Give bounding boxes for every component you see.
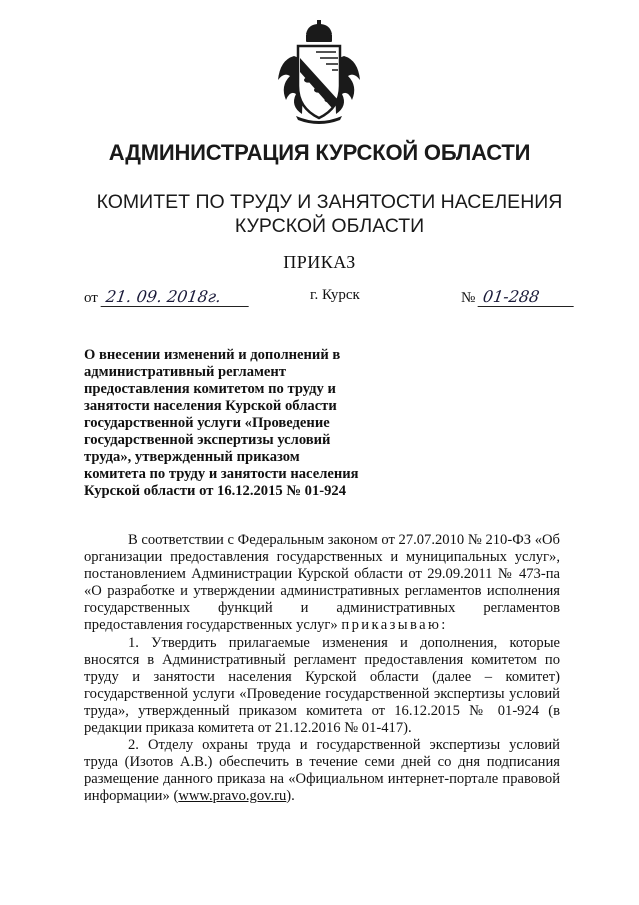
preamble-text: В соответствии с Федеральным законом от 27.07.2010 № 210-ФЗ «Об организации предоставления государственных и муниципальных услуг», постановлением Администрации Курской области от 29.09.2011 № 473-па «О разработке и утверждении административных регламентов исполнения государственных функций и административных регламентов предоставления государственных услуг»: [84, 532, 560, 634]
order-city: г. Курск: [310, 287, 360, 303]
subject-line: государственной услуги «Проведение: [84, 415, 330, 431]
subject-line: Курской области от 16.12.2015 № 01-924: [84, 483, 346, 499]
committee-title: [60, 190, 599, 238]
subject-line: комитета по труду и занятости населения: [84, 466, 359, 482]
committee-title-line-2: КУРСКОЙ ОБЛАСТИ: [234, 215, 425, 237]
number-label: №: [461, 290, 476, 306]
kursk-coat-of-arms-icon: [276, 20, 362, 125]
link-paren-open: (: [173, 788, 179, 805]
item-2-text: 2. Отделу охраны труда и государственной экспертизы условий труда (Изотов А.В.) обеспечить в течение семи дней со дня подписания размещение данного приказа на «Официальном интернет-портале правовой информации»: [84, 737, 560, 805]
subject-line: О внесении изменений и дополнений в: [84, 347, 341, 363]
subject-line: труда», утвержденный приказом: [84, 449, 300, 465]
pravo-gov-link[interactable]: www.pravo.gov.ru: [178, 788, 287, 805]
administration-title: АДМИНИСТРАЦИЯ КУРСКОЙ ОБЛАСТИ: [108, 140, 531, 165]
subject-line: государственной экспертизы условий: [84, 432, 331, 448]
handwritten-date: 21. 09. 2018г.: [100, 287, 251, 307]
body-paragraph-item-2: [84, 737, 560, 805]
order-heading: ПРИКАЗ: [283, 252, 356, 272]
body-paragraph-item-1: 1. Утвердить прилагаемые изменения и дополнения, которые вносятся в Административный регламент предоставления комитетом по труду и занятости населения Курской области (далее – комитет) государственной услуги «Проведение государственной экспертизы условий труда», утвержденный приказом комитета от 16.12.2015 № 01-924 (в редакции приказа комитета от 21.12.2016 № 01-417).: [84, 634, 560, 737]
handwritten-number: 01-288: [478, 287, 577, 307]
order-date: [84, 287, 250, 307]
subject-line: занятости населения Курской области: [84, 398, 337, 414]
link-paren-close: ).: [286, 788, 295, 805]
subject-line: предоставления комитетом по труду и: [84, 381, 336, 397]
date-label: от: [84, 290, 98, 306]
order-number: [461, 287, 575, 307]
body-paragraph-preamble: [84, 532, 560, 635]
order-directive: приказываю:: [341, 617, 448, 634]
subject-line: административный регламент: [84, 364, 286, 380]
order-body: [84, 532, 560, 806]
committee-title-line-1: КОМИТЕТ ПО ТРУДУ И ЗАНЯТОСТИ НАСЕЛЕНИЯ: [96, 191, 563, 213]
order-subject: [84, 347, 377, 500]
